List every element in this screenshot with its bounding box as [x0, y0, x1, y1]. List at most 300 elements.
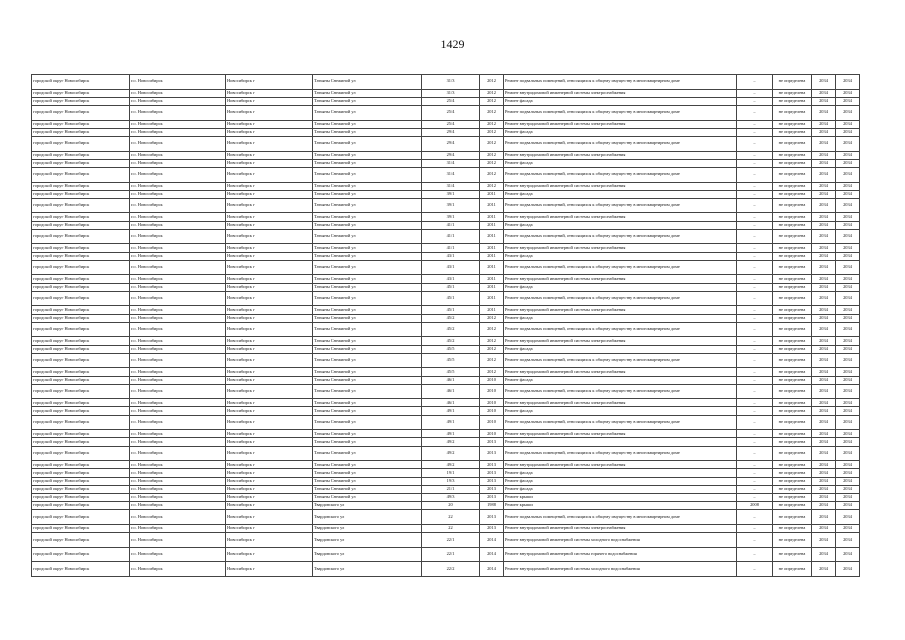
house-number-cell: 22/1: [422, 533, 480, 548]
locality-cell: Новосибирск г: [226, 376, 313, 384]
district-cell: городской округ Новосибирск: [32, 151, 130, 159]
plan-end-cell: 2034: [836, 524, 860, 532]
work-type-cell: Ремонт фасада: [504, 485, 737, 493]
house-number-cell: 29/4: [422, 151, 480, 159]
municipality-cell: г.о. Новосибирск: [130, 167, 226, 182]
table-row: [32, 415, 860, 430]
cost-cell: не определена: [773, 167, 812, 182]
last-repair-year-cell: –: [737, 337, 773, 345]
house-number-cell: 22: [422, 524, 480, 532]
table-row: [32, 306, 860, 314]
table-row: [32, 322, 860, 337]
work-type-cell: Ремонт подвальных помещений, относящихся к общему имуществу в многоквартирном доме: [504, 136, 737, 151]
plan-start-cell: 2034: [812, 430, 836, 438]
locality-cell: Новосибирск г: [226, 151, 313, 159]
municipality-cell: г.о. Новосибирск: [130, 213, 226, 221]
last-repair-year-cell: –: [737, 260, 773, 275]
street-cell: Татьяны Снежиной ул: [313, 368, 422, 376]
table-row: [32, 430, 860, 438]
last-repair-year-cell: –: [737, 221, 773, 229]
house-number-cell: 25/4: [422, 105, 480, 120]
street-cell: Татьяны Снежиной ул: [313, 461, 422, 469]
cost-cell: не определена: [773, 430, 812, 438]
street-cell: Татьяны Снежиной ул: [313, 306, 422, 314]
house-number-cell: 45/2: [422, 337, 480, 345]
street-cell: Татьяны Снежиной ул: [313, 136, 422, 151]
plan-end-cell: 2034: [836, 337, 860, 345]
house-number-cell: 46/1: [422, 384, 480, 399]
street-cell: Татьяны Снежиной ул: [313, 89, 422, 97]
last-repair-year-cell: –: [737, 128, 773, 136]
plan-end-cell: 2034: [836, 533, 860, 548]
locality-cell: Новосибирск г: [226, 337, 313, 345]
municipality-cell: г.о. Новосибирск: [130, 502, 226, 510]
plan-end-cell: 2034: [836, 275, 860, 283]
plan-end-cell: 2034: [836, 128, 860, 136]
build-year-cell: 2012: [480, 97, 504, 105]
cost-cell: не определена: [773, 322, 812, 337]
last-repair-year-cell: –: [737, 446, 773, 461]
build-year-cell: 2013: [480, 438, 504, 446]
table-row: [32, 547, 860, 562]
table-row: [32, 275, 860, 283]
cost-cell: не определена: [773, 407, 812, 415]
last-repair-year-cell: –: [737, 89, 773, 97]
district-cell: городской округ Новосибирск: [32, 533, 130, 548]
work-type-cell: Ремонт внутридомовой инженерной системы электроснабжения: [504, 244, 737, 252]
build-year-cell: 2013: [480, 461, 504, 469]
cost-cell: не определена: [773, 136, 812, 151]
plan-start-cell: 2034: [812, 345, 836, 353]
last-repair-year-cell: –: [737, 120, 773, 128]
cost-cell: не определена: [773, 182, 812, 190]
plan-end-cell: 2034: [836, 283, 860, 291]
locality-cell: Новосибирск г: [226, 415, 313, 430]
last-repair-year-cell: –: [737, 547, 773, 562]
last-repair-year-cell: –: [737, 510, 773, 525]
street-cell: Татьяны Снежиной ул: [313, 485, 422, 493]
build-year-cell: 2011: [480, 275, 504, 283]
plan-start-cell: 2034: [812, 485, 836, 493]
district-cell: городской округ Новосибирск: [32, 244, 130, 252]
house-number-cell: 21/1: [422, 485, 480, 493]
table-row: [32, 477, 860, 485]
municipality-cell: г.о. Новосибирск: [130, 260, 226, 275]
plan-start-cell: 2034: [812, 283, 836, 291]
municipality-cell: г.о. Новосибирск: [130, 306, 226, 314]
build-year-cell: 2011: [480, 198, 504, 213]
municipality-cell: г.о. Новосибирск: [130, 407, 226, 415]
locality-cell: Новосибирск г: [226, 407, 313, 415]
house-number-cell: 43/1: [422, 275, 480, 283]
municipality-cell: г.о. Новосибирск: [130, 524, 226, 532]
house-number-cell: 41/1: [422, 229, 480, 244]
build-year-cell: 2012: [480, 159, 504, 167]
last-repair-year-cell: –: [737, 198, 773, 213]
plan-start-cell: 2034: [812, 493, 836, 501]
plan-end-cell: 2034: [836, 97, 860, 105]
street-cell: Твардовского ул: [313, 533, 422, 548]
work-type-cell: Ремонт подвальных помещений, относящихся к общему имуществу в многоквартирном доме: [504, 198, 737, 213]
municipality-cell: г.о. Новосибирск: [130, 510, 226, 525]
district-cell: городской округ Новосибирск: [32, 407, 130, 415]
work-type-cell: Ремонт фасада: [504, 252, 737, 260]
plan-end-cell: 2034: [836, 353, 860, 368]
last-repair-year-cell: –: [737, 283, 773, 291]
plan-start-cell: 2034: [812, 75, 836, 90]
table-row: [32, 97, 860, 105]
house-number-cell: 25/4: [422, 97, 480, 105]
table-row: [32, 244, 860, 252]
municipality-cell: г.о. Новосибирск: [130, 415, 226, 430]
table-row: [32, 75, 860, 90]
build-year-cell: 2011: [480, 260, 504, 275]
table-row: [32, 229, 860, 244]
work-type-cell: Ремонт внутридомовой инженерной системы электроснабжения: [504, 399, 737, 407]
district-cell: городской округ Новосибирск: [32, 524, 130, 532]
house-number-cell: 49/1: [422, 430, 480, 438]
cost-cell: не определена: [773, 275, 812, 283]
municipality-cell: г.о. Новосибирск: [130, 229, 226, 244]
district-cell: городской округ Новосибирск: [32, 353, 130, 368]
work-type-cell: Ремонт подвальных помещений, относящихся к общему имуществу в многоквартирном доме: [504, 353, 737, 368]
house-number-cell: 31/4: [422, 159, 480, 167]
plan-end-cell: 2034: [836, 306, 860, 314]
last-repair-year-cell: –: [737, 477, 773, 485]
build-year-cell: 2010: [480, 376, 504, 384]
house-number-cell: 49/2: [422, 446, 480, 461]
build-year-cell: 2012: [480, 128, 504, 136]
plan-end-cell: 2034: [836, 477, 860, 485]
district-cell: городской округ Новосибирск: [32, 198, 130, 213]
house-number-cell: 45/1: [422, 283, 480, 291]
house-number-cell: 19/3: [422, 477, 480, 485]
house-number-cell: 29/4: [422, 136, 480, 151]
municipality-cell: г.о. Новосибирск: [130, 376, 226, 384]
cost-cell: не определена: [773, 244, 812, 252]
cost-cell: не определена: [773, 510, 812, 525]
house-number-cell: 19/1: [422, 469, 480, 477]
house-number-cell: 45/5: [422, 353, 480, 368]
street-cell: Татьяны Снежиной ул: [313, 337, 422, 345]
table-row: [32, 105, 860, 120]
street-cell: Татьяны Снежиной ул: [313, 229, 422, 244]
plan-start-cell: 2034: [812, 151, 836, 159]
work-type-cell: Ремонт фасада: [504, 477, 737, 485]
street-cell: Татьяны Снежиной ул: [313, 190, 422, 198]
district-cell: городской округ Новосибирск: [32, 322, 130, 337]
house-number-cell: 45/5: [422, 368, 480, 376]
build-year-cell: 2012: [480, 136, 504, 151]
build-year-cell: 2012: [480, 353, 504, 368]
last-repair-year-cell: –: [737, 461, 773, 469]
table-row: [32, 128, 860, 136]
build-year-cell: 2012: [480, 322, 504, 337]
district-cell: городской округ Новосибирск: [32, 182, 130, 190]
house-number-cell: 49/2: [422, 461, 480, 469]
table-row: [32, 533, 860, 548]
plan-end-cell: 2034: [836, 415, 860, 430]
plan-end-cell: 2034: [836, 368, 860, 376]
last-repair-year-cell: –: [737, 167, 773, 182]
plan-end-cell: 2034: [836, 198, 860, 213]
locality-cell: Новосибирск г: [226, 105, 313, 120]
build-year-cell: 2013: [480, 446, 504, 461]
build-year-cell: 2012: [480, 120, 504, 128]
table-row: [32, 353, 860, 368]
plan-start-cell: 2034: [812, 337, 836, 345]
work-type-cell: Ремонт фасада: [504, 469, 737, 477]
last-repair-year-cell: –: [737, 322, 773, 337]
last-repair-year-cell: –: [737, 524, 773, 532]
cost-cell: не определена: [773, 252, 812, 260]
plan-end-cell: 2034: [836, 446, 860, 461]
municipality-cell: г.о. Новосибирск: [130, 461, 226, 469]
street-cell: Татьяны Снежиной ул: [313, 376, 422, 384]
build-year-cell: 2012: [480, 167, 504, 182]
plan-start-cell: 2034: [812, 275, 836, 283]
locality-cell: Новосибирск г: [226, 533, 313, 548]
municipality-cell: г.о. Новосибирск: [130, 345, 226, 353]
plan-end-cell: 2034: [836, 105, 860, 120]
street-cell: Татьяны Снежиной ул: [313, 399, 422, 407]
cost-cell: не определена: [773, 376, 812, 384]
street-cell: Татьяны Снежиной ул: [313, 159, 422, 167]
district-cell: городской округ Новосибирск: [32, 510, 130, 525]
street-cell: Татьяны Снежиной ул: [313, 322, 422, 337]
district-cell: городской округ Новосибирск: [32, 430, 130, 438]
street-cell: Татьяны Снежиной ул: [313, 353, 422, 368]
table-row: [32, 562, 860, 577]
last-repair-year-cell: –: [737, 314, 773, 322]
cost-cell: не определена: [773, 291, 812, 306]
municipality-cell: г.о. Новосибирск: [130, 485, 226, 493]
plan-start-cell: 2034: [812, 407, 836, 415]
house-number-cell: 45/2: [422, 322, 480, 337]
plan-start-cell: 2034: [812, 562, 836, 577]
locality-cell: Новосибирск г: [226, 120, 313, 128]
cost-cell: не определена: [773, 213, 812, 221]
plan-end-cell: 2034: [836, 252, 860, 260]
house-number-cell: 45/1: [422, 306, 480, 314]
build-year-cell: 2011: [480, 291, 504, 306]
build-year-cell: 2012: [480, 314, 504, 322]
table-row: [32, 89, 860, 97]
municipality-cell: г.о. Новосибирск: [130, 283, 226, 291]
work-type-cell: Ремонт фасада: [504, 190, 737, 198]
table-row: [32, 461, 860, 469]
work-type-cell: Ремонт фасада: [504, 128, 737, 136]
cost-cell: не определена: [773, 120, 812, 128]
street-cell: Татьяны Снежиной ул: [313, 198, 422, 213]
cost-cell: не определена: [773, 89, 812, 97]
plan-start-cell: 2034: [812, 469, 836, 477]
plan-start-cell: 2034: [812, 198, 836, 213]
municipality-cell: г.о. Новосибирск: [130, 159, 226, 167]
page-number: 1429: [440, 37, 465, 51]
build-year-cell: 2010: [480, 407, 504, 415]
build-year-cell: 2013: [480, 469, 504, 477]
last-repair-year-cell: –: [737, 252, 773, 260]
cost-cell: не определена: [773, 562, 812, 577]
plan-start-cell: 2034: [812, 244, 836, 252]
table-row: [32, 151, 860, 159]
work-type-cell: Ремонт внутридомовой инженерной системы электроснабжения: [504, 337, 737, 345]
street-cell: Татьяны Снежиной ул: [313, 430, 422, 438]
cost-cell: не определена: [773, 547, 812, 562]
plan-start-cell: 2034: [812, 502, 836, 510]
last-repair-year-cell: –: [737, 213, 773, 221]
district-cell: городской округ Новосибирск: [32, 477, 130, 485]
cost-cell: не определена: [773, 533, 812, 548]
district-cell: городской округ Новосибирск: [32, 291, 130, 306]
last-repair-year-cell: –: [737, 376, 773, 384]
last-repair-year-cell: –: [737, 97, 773, 105]
build-year-cell: 2013: [480, 524, 504, 532]
last-repair-year-cell: –: [737, 407, 773, 415]
cost-cell: не определена: [773, 105, 812, 120]
district-cell: городской округ Новосибирск: [32, 438, 130, 446]
plan-start-cell: 2034: [812, 120, 836, 128]
plan-start-cell: 2034: [812, 105, 836, 120]
municipality-cell: г.о. Новосибирск: [130, 353, 226, 368]
table-row: [32, 399, 860, 407]
street-cell: Татьяны Снежиной ул: [313, 120, 422, 128]
plan-start-cell: 2034: [812, 182, 836, 190]
street-cell: Татьяны Снежиной ул: [313, 244, 422, 252]
plan-end-cell: 2034: [836, 493, 860, 501]
last-repair-year-cell: –: [737, 399, 773, 407]
municipality-cell: г.о. Новосибирск: [130, 120, 226, 128]
last-repair-year-cell: –: [737, 533, 773, 548]
last-repair-year-cell: –: [737, 190, 773, 198]
last-repair-year-cell: –: [737, 415, 773, 430]
locality-cell: Новосибирск г: [226, 524, 313, 532]
build-year-cell: 2013: [480, 493, 504, 501]
plan-end-cell: 2034: [836, 213, 860, 221]
plan-end-cell: 2034: [836, 562, 860, 577]
plan-start-cell: 2034: [812, 291, 836, 306]
build-year-cell: 2010: [480, 430, 504, 438]
house-number-cell: 49/1: [422, 407, 480, 415]
cost-cell: не определена: [773, 190, 812, 198]
cost-cell: не определена: [773, 314, 812, 322]
house-number-cell: 45/1: [422, 291, 480, 306]
build-year-cell: 2012: [480, 182, 504, 190]
cost-cell: не определена: [773, 384, 812, 399]
cost-cell: не определена: [773, 221, 812, 229]
work-type-cell: Ремонт подвальных помещений, относящихся к общему имуществу в многоквартирном доме: [504, 446, 737, 461]
plan-end-cell: 2034: [836, 151, 860, 159]
plan-start-cell: 2034: [812, 260, 836, 275]
work-type-cell: Ремонт внутридомовой инженерной системы холодного водоснабжения: [504, 533, 737, 548]
district-cell: городской округ Новосибирск: [32, 128, 130, 136]
locality-cell: Новосибирск г: [226, 314, 313, 322]
locality-cell: Новосибирск г: [226, 252, 313, 260]
district-cell: городской округ Новосибирск: [32, 190, 130, 198]
locality-cell: Новосибирск г: [226, 167, 313, 182]
plan-start-cell: 2034: [812, 477, 836, 485]
plan-end-cell: 2034: [836, 376, 860, 384]
municipality-cell: г.о. Новосибирск: [130, 221, 226, 229]
work-type-cell: Ремонт внутридомовой инженерной системы электроснабжения: [504, 151, 737, 159]
work-type-cell: Ремонт подвальных помещений, относящихся к общему имуществу в многоквартирном доме: [504, 75, 737, 90]
cost-cell: не определена: [773, 229, 812, 244]
work-type-cell: Ремонт фасада: [504, 376, 737, 384]
plan-start-cell: 2034: [812, 524, 836, 532]
district-cell: городской округ Новосибирск: [32, 446, 130, 461]
table-row: [32, 167, 860, 182]
last-repair-year-cell: –: [737, 244, 773, 252]
plan-end-cell: 2034: [836, 314, 860, 322]
work-type-cell: Ремонт внутридомовой инженерной системы электроснабжения: [504, 368, 737, 376]
plan-end-cell: 2034: [836, 167, 860, 182]
plan-end-cell: 2034: [836, 502, 860, 510]
cost-cell: не определена: [773, 415, 812, 430]
build-year-cell: 2010: [480, 415, 504, 430]
last-repair-year-cell: –: [737, 75, 773, 90]
cost-cell: не определена: [773, 485, 812, 493]
last-repair-year-cell: –: [737, 229, 773, 244]
street-cell: Татьяны Снежиной ул: [313, 407, 422, 415]
municipality-cell: г.о. Новосибирск: [130, 337, 226, 345]
build-year-cell: 2014: [480, 533, 504, 548]
street-cell: Твардовского ул: [313, 562, 422, 577]
house-number-cell: 45/5: [422, 345, 480, 353]
municipality-cell: г.о. Новосибирск: [130, 105, 226, 120]
table-row: [32, 493, 860, 501]
street-cell: Татьяны Снежиной ул: [313, 493, 422, 501]
plan-start-cell: 2034: [812, 128, 836, 136]
locality-cell: Новосибирск г: [226, 547, 313, 562]
work-type-cell: Ремонт подвальных помещений, относящихся к общему имуществу в многоквартирном доме: [504, 167, 737, 182]
plan-end-cell: 2034: [836, 510, 860, 525]
municipality-cell: г.о. Новосибирск: [130, 275, 226, 283]
last-repair-year-cell: –: [737, 105, 773, 120]
house-number-cell: 31/4: [422, 167, 480, 182]
street-cell: Татьяны Снежиной ул: [313, 151, 422, 159]
cost-cell: не определена: [773, 345, 812, 353]
street-cell: Твардовского ул: [313, 547, 422, 562]
plan-end-cell: 2034: [836, 438, 860, 446]
plan-end-cell: 2034: [836, 430, 860, 438]
work-type-cell: Ремонт внутридомовой инженерной системы холодного водоснабжения: [504, 562, 737, 577]
build-year-cell: 2010: [480, 384, 504, 399]
district-cell: городской округ Новосибирск: [32, 159, 130, 167]
district-cell: городской округ Новосибирск: [32, 399, 130, 407]
table-row: [32, 159, 860, 167]
locality-cell: Новосибирск г: [226, 399, 313, 407]
plan-start-cell: 2034: [812, 314, 836, 322]
municipality-cell: г.о. Новосибирск: [130, 384, 226, 399]
street-cell: Татьяны Снежиной ул: [313, 469, 422, 477]
municipality-cell: г.о. Новосибирск: [130, 182, 226, 190]
cost-cell: не определена: [773, 438, 812, 446]
work-type-cell: Ремонт внутридомовой инженерной системы электроснабжения: [504, 120, 737, 128]
plan-end-cell: 2034: [836, 221, 860, 229]
locality-cell: Новосибирск г: [226, 275, 313, 283]
locality-cell: Новосибирск г: [226, 493, 313, 501]
plan-end-cell: 2034: [836, 291, 860, 306]
work-type-cell: Ремонт подвальных помещений, относящихся к общему имуществу в многоквартирном доме: [504, 105, 737, 120]
locality-cell: Новосибирск г: [226, 461, 313, 469]
municipality-cell: г.о. Новосибирск: [130, 97, 226, 105]
district-cell: городской округ Новосибирск: [32, 376, 130, 384]
plan-start-cell: 2034: [812, 353, 836, 368]
plan-start-cell: 2034: [812, 510, 836, 525]
street-cell: Татьяны Снежиной ул: [313, 97, 422, 105]
street-cell: Татьяны Снежиной ул: [313, 446, 422, 461]
